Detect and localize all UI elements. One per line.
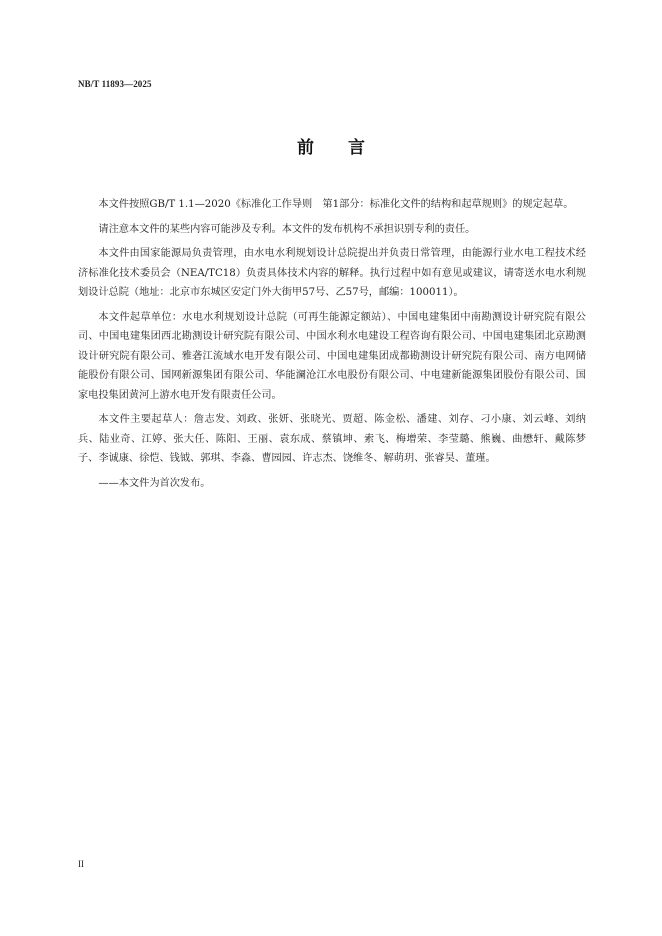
paragraph-first-release: ——本文件为首次发布。: [98, 477, 211, 489]
foreword-body: [78, 195, 586, 498]
page-title: 前言: [297, 138, 399, 158]
paragraph-drafting-units: 本文件起草单位：水电水利规划设计总院（可再生能源定额站）、中国电建集团中南勘测设计研究院有限公司、中国电建集团西北勘测设计研究院有限公司、中国水利水电建设工程咨询有限公司、中国电建集团北京勘测设计研究院有限公司、雅砻江流域水电开发有限公司、中国电建集团成都勘测设计研究院有限公司、南方电网储能股份有限公司、国网新源集团有限公司、华能澜沧江水电股份有限公司、中电建新能源集团股份有限公司、国家电投集团黄河上游水电开发有限责任公司。: [78, 311, 586, 401]
document-id: NB/T 11893—2025: [78, 79, 152, 89]
paragraph-management: 本文件由国家能源局负责管理，由水电水利规划设计总院提出并负责日常管理，由能源行业水电工程技术经济标准化技术委员会（NEA/TC18）负责具体技术内容的解释。执行过程中如有意见或建议，请寄送水电水利规划设计总院（地址：北京市东城区安定门外大街甲57号、乙57号，邮编：100011）。: [78, 248, 586, 298]
paragraph-drafters: 本文件主要起草人：詹志发、刘政、张妍、张晓光、贾超、陈金松、潘建、刘存、刁小康、刘云峰、刘纳兵、陆业奇、江婷、张大任、陈阳、王丽、袁东成、蔡镇坤、索飞、梅增荣、李莹璐、熊巍、曲懋轩、戴陈梦子、李诚康、徐恺、钱钺、郭琪、李淼、曹园园、许志杰、饶维冬、解萌玥、张睿昊、董瑾。: [78, 414, 586, 464]
paragraph-patent-notice: 请注意本文件的某些内容可能涉及专利。本文件的发布机构不承担识别专利的责任。: [98, 223, 476, 235]
paragraph-drafting-rules: 本文件按照GB/T 1.1—2020《标准化工作导则 第1部分：标准化文件的结构和起草规则》的规定起草。: [98, 199, 574, 210]
page-number: II: [78, 859, 84, 869]
